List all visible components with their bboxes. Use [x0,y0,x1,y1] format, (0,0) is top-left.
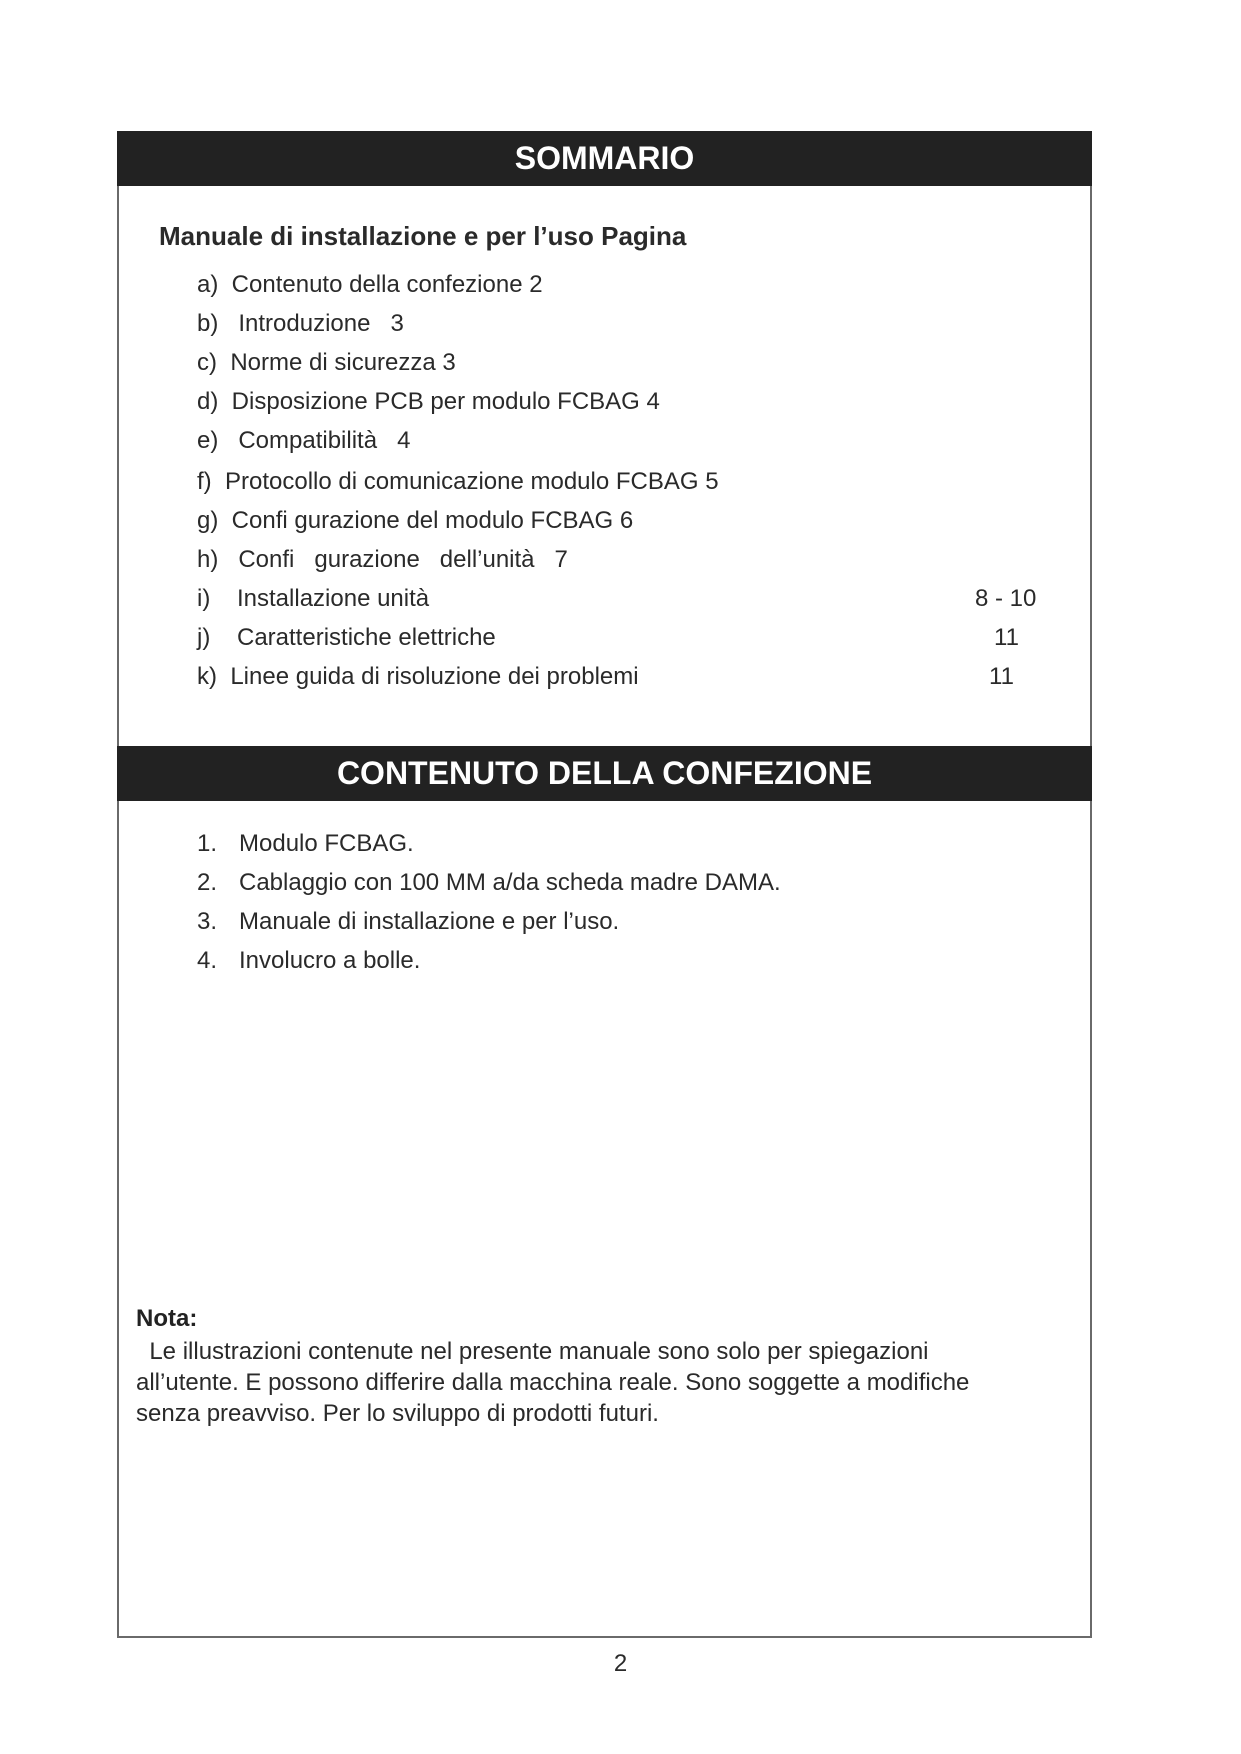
toc-item: d) Disposizione PCB per modulo FCBAG 4 [197,388,660,415]
contents-item [197,908,619,936]
contents-item-number: 4. [197,947,218,974]
contents-item-text: Cablaggio con 100 MM a/da scheda madre DAMA. [239,869,781,896]
note-line: senza preavviso. Per lo sviluppo di prodotti futuri. [136,1400,659,1427]
note-title: Nota: [136,1305,198,1332]
note-line: all’utente. E possono differire dalla macchina reale. Sono soggette a modifiche [136,1369,970,1396]
page-frame [117,131,1092,1638]
contents-item-number: 2. [197,869,218,896]
toc-page-number: 11 [994,624,1019,651]
toc-item: c) Norme di sicurezza 3 [197,349,456,376]
toc-item: i) Installazione unità [197,585,430,612]
toc-item: e) Compatibilità 4 [197,427,411,454]
summary-header: SOMMARIO [117,131,1092,186]
contents-item-number: 1. [197,830,218,857]
contents-item-text: Manuale di installazione e per l’uso. [239,908,620,935]
toc-item: k) Linee guida di risoluzione dei problemi [197,663,639,690]
toc-item: a) Contenuto della confezione 2 [197,271,543,298]
contents-item [197,830,414,858]
toc-item: g) Confi gurazione del modulo FCBAG 6 [197,507,634,534]
contents-item [197,947,420,975]
page-number: 2 [613,1650,628,1677]
contents-header: CONTENUTO DELLA CONFEZIONE [117,746,1092,801]
toc-item: j) Caratteristiche elettriche [197,624,496,651]
note-line: Le illustrazioni contenute nel presente manuale sono solo per spiegazioni [136,1338,929,1365]
summary-subtitle: Manuale di installazione e per l’uso Pagina [159,221,687,251]
contents-item-number: 3. [197,908,218,935]
toc-page-number: 11 [989,663,1014,690]
toc-item: h) Confi gurazione dell’unità 7 [197,546,568,573]
contents-item-text: Modulo FCBAG. [239,830,414,857]
toc-page-number: 8 - 10 [975,585,1037,612]
contents-item [197,869,781,897]
toc-item: f) Protocollo di comunicazione modulo FCBAG 5 [197,468,719,495]
contents-item-text: Involucro a bolle. [239,947,421,974]
toc-item: b) Introduzione 3 [197,310,404,337]
